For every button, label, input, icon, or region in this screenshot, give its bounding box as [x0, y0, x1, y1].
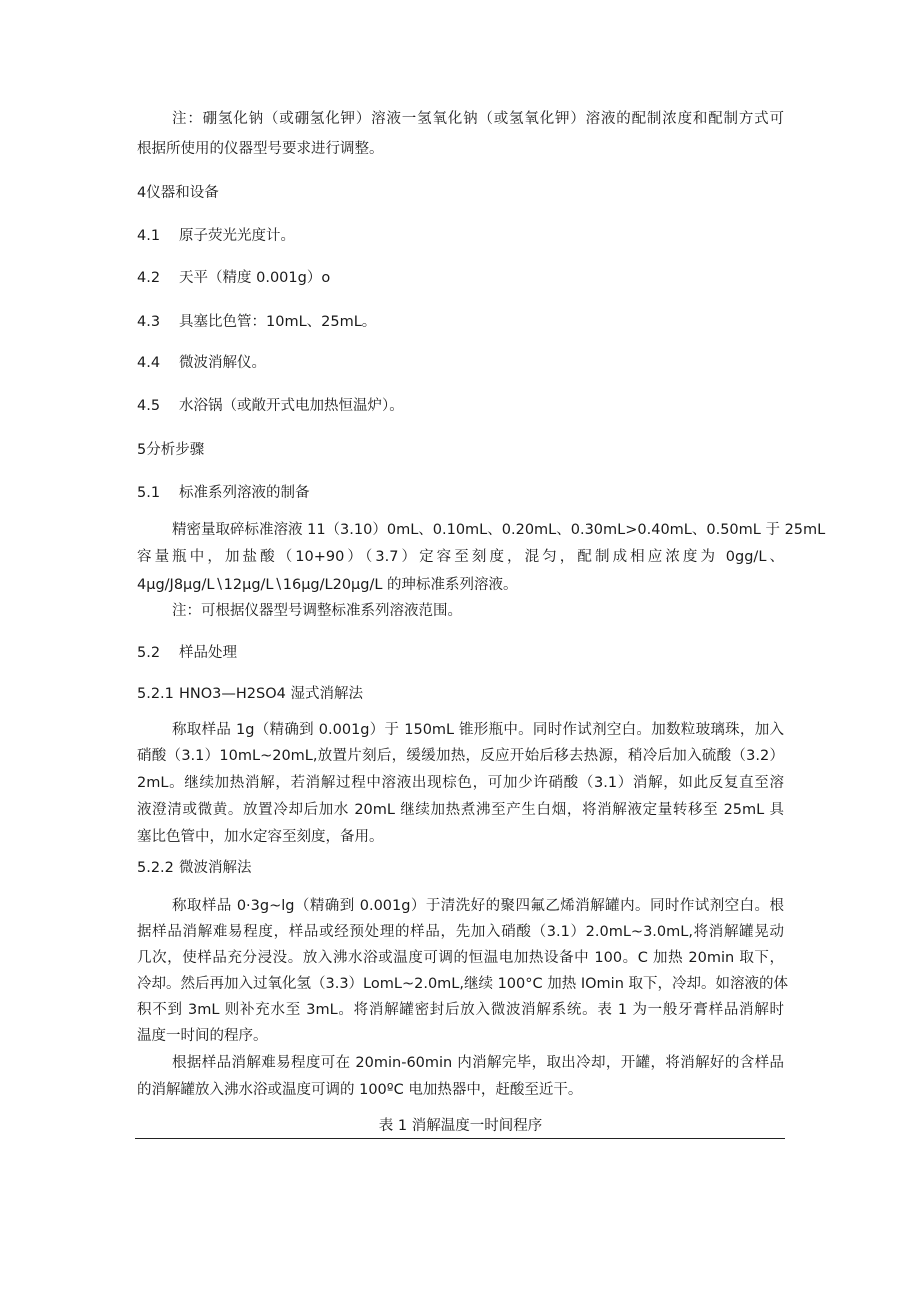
subsection-title: HNO3—H2SO4 湿式消解法: [179, 686, 363, 702]
subsection-number: 5.2.1: [137, 686, 174, 702]
paragraph-line: 的消解罐放入沸水浴或温度可调的 100ºC 电加热器中，赶酸至近干。: [137, 1082, 583, 1098]
item-text: 水浴锅（或敞开式电加热恒温炉）。: [179, 398, 404, 414]
subsection-5-1-heading: [137, 483, 310, 503]
subsection-title: 标准系列溶液的制备: [179, 485, 310, 501]
item-number: 4.4: [137, 355, 161, 371]
item-text: 具塞比色管：10mL、25mL。: [179, 314, 377, 330]
paragraph-line: 称取样品 1g（精确到 0.001g）于 150mL 锥形瓶中。同时作试剂空白。加数粒玻璃珠，加入: [172, 722, 784, 738]
note-line-2: 根据所使用的仪器型号要求进行调整。: [137, 141, 384, 157]
subsection-number: 5.2: [137, 645, 161, 661]
paragraph-line: 几次，使样品充分浸没。放入沸水浴或温度可调的恒温电加热设备中 100。C 加热 20min 取下，: [137, 950, 784, 966]
item-number: 4.3: [137, 314, 161, 330]
item-4-5: [137, 396, 404, 416]
section-5-heading: 5分析步骤: [137, 442, 205, 458]
paragraph-line: 据样品消解难易程度，样品或经预处理的样品，先加入硝酸（3.1）2.0mL~3.0mL,将消解罐晃动: [137, 924, 784, 940]
paragraph-line: 冷却。然后再加入过氧化氢（3.3）LomL~2.0mL,继续 100°C 加热 IOmin 取下，冷却。如溶液的体: [137, 976, 788, 992]
subsection-5-2-1-heading: [137, 684, 363, 704]
note-line-1: 注：硼氢化钠（或硼氢化钾）溶液一氢氧化钠（或氢氧化钾）溶液的配制浓度和配制方式可: [172, 111, 784, 127]
item-text: 微波消解仪。: [179, 355, 266, 371]
subsection-number: 5.2.2: [137, 860, 174, 876]
paragraph-line: 4μg∕J8μg∕L∖12μg∕L∖16μg∕L20μg∕L 的珅标准系列溶液。: [137, 577, 518, 593]
item-text: 原子荧光光度计。: [179, 228, 295, 244]
item-text: 天平（精度 0.001g）o: [179, 270, 331, 286]
paragraph-line: 硝酸（3.1）10mL~20mL,放置片刻后，缓缓加热，反应开始后移去热源，稍冷后加入硫酸（3.2）: [137, 748, 784, 764]
item-number: 4.1: [137, 228, 161, 244]
paragraph-line: 称取样品 0·3g~lg（精确到 0.001g）于清洗好的聚四氟乙烯消解罐内。同时作试剂空白。根: [172, 898, 784, 914]
paragraph-line: 2mL。继续加热消解，若消解过程中溶液出现棕色，可加少许硝酸（3.1）消解，如此反复直至溶: [137, 775, 784, 791]
paragraph-line: 容量瓶中，加盐酸（10+90）（3.7）定容至刻度，混匀，配制成相应浓度为 0gg/L、: [137, 549, 784, 565]
paragraph-line: 积不到 3mL 则补充水至 3mL。将消解罐密封后放入微波消解系统。表 1 为一般牙膏样品消解时: [137, 1002, 784, 1018]
subsection-title: 样品处理: [179, 645, 237, 661]
subsection-5-2-heading: [137, 643, 237, 663]
subsection-title: 微波消解法: [179, 860, 252, 876]
note-line: 注：可根据仪器型号调整标准系列溶液范围。: [172, 603, 462, 619]
subsection-number: 5.1: [137, 485, 161, 501]
section-4-heading: 4仪器和设备: [137, 185, 219, 201]
item-number: 4.2: [137, 270, 161, 286]
table-caption: 表 1 消解温度一时间程序: [378, 1118, 543, 1134]
item-number: 4.5: [137, 398, 161, 414]
paragraph-line: 塞比色管中，加水定容至刻度，备用。: [137, 829, 384, 845]
table-top-rule: [135, 1138, 785, 1139]
subsection-5-2-2-heading: [137, 858, 252, 878]
item-4-4: [137, 353, 266, 373]
item-4-2: [137, 268, 330, 288]
item-4-3: [137, 312, 376, 332]
paragraph-line: 根据样品消解难易程度可在 20min-60min 内消解完毕，取出冷却，开罐，将消解好的含样品: [172, 1055, 784, 1071]
paragraph-line: 液澄清或微黄。放置冷却后加水 20mL 继续加热煮沸至产生白烟，将消解液定量转移至 25mL 具: [137, 802, 784, 818]
item-4-1: [137, 226, 295, 246]
paragraph-line: 精密量取碎标准溶液 11（3.10）0mL、0.10mL、0.20mL、0.30mL>0.40mL、0.50mL 于 25mL: [172, 522, 826, 538]
paragraph-line: 温度一时间的程序。: [137, 1028, 268, 1044]
